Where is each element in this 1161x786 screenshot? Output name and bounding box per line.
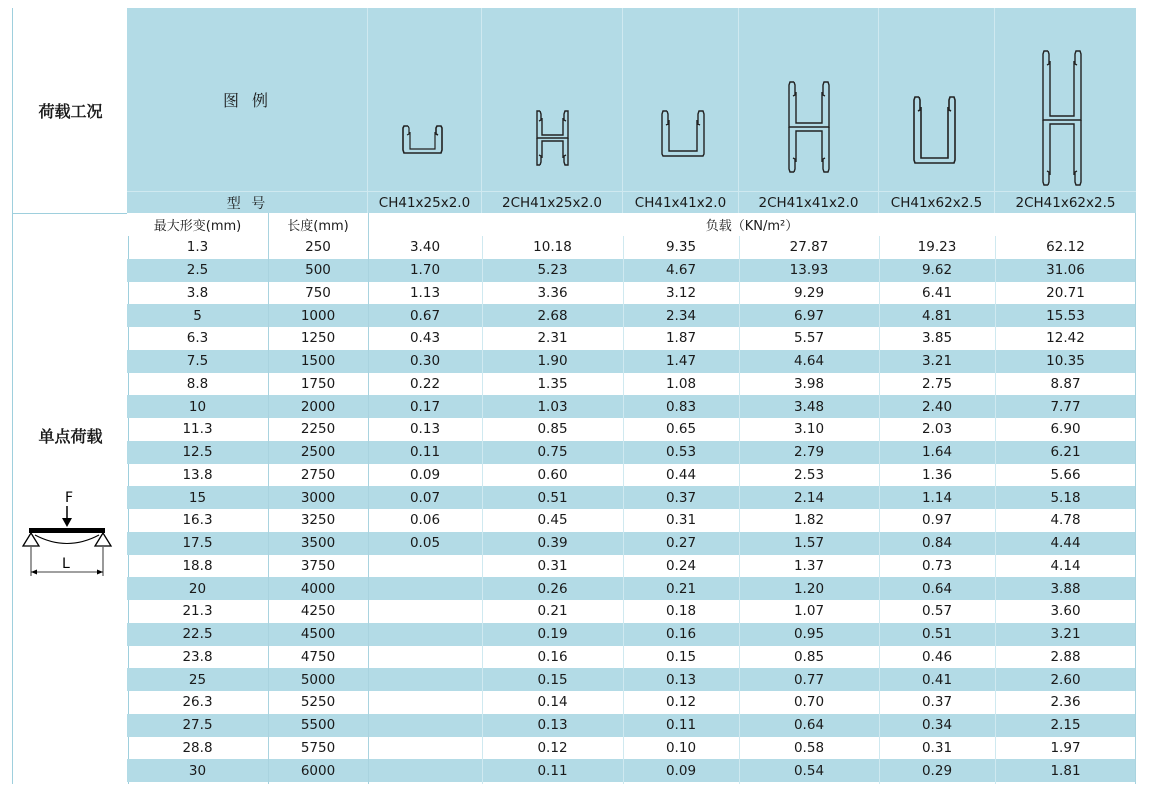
load-cell: 0.27 <box>665 535 697 552</box>
load-cell: 0.12 <box>537 739 568 756</box>
deflection-cell: 21.3 <box>182 603 213 620</box>
deflection-cell: 8.8 <box>186 375 209 392</box>
deflection-cell: 6.3 <box>186 330 209 347</box>
load-cell: 0.65 <box>665 421 697 438</box>
load-cell: 2.88 <box>1050 648 1081 665</box>
profile-cell-3 <box>623 8 739 213</box>
divider <box>623 236 624 784</box>
load-cell: 6.97 <box>793 307 825 324</box>
load-cell: 0.67 <box>409 307 441 324</box>
load-condition-column <box>12 8 129 784</box>
load-cell: 0.57 <box>921 603 953 620</box>
2ch41x25-profile-icon <box>482 8 623 191</box>
load-cell: 0.51 <box>921 626 953 643</box>
load-cell: 0.17 <box>409 398 441 415</box>
load-cell: 0.12 <box>665 694 697 711</box>
load-cell: 0.37 <box>921 694 953 711</box>
load-cell: 0.84 <box>921 535 953 552</box>
length-cell: 3250 <box>300 512 336 529</box>
2ch41x41-profile-icon <box>739 8 879 191</box>
single-point-load-label: 单点荷载 <box>38 427 103 446</box>
load-cell: 1.82 <box>793 512 825 529</box>
load-cell: 0.05 <box>409 535 441 552</box>
load-cell: 1.90 <box>537 353 568 370</box>
load-cell: 0.21 <box>665 580 697 597</box>
model-name-2: 2CH41x25x2.0 <box>482 191 622 214</box>
load-cell: 0.07 <box>409 489 441 506</box>
length-header: 长度(mm) <box>287 219 349 234</box>
load-cell: 0.30 <box>409 353 441 370</box>
profile-cell-6 <box>995 8 1136 213</box>
load-cell: 4.81 <box>921 307 953 324</box>
legend-label: 图 例 <box>222 91 273 110</box>
table-row <box>127 646 1136 669</box>
load-cell: 3.40 <box>409 239 441 256</box>
load-cell: 1.97 <box>1050 739 1081 756</box>
length-cell: 3500 <box>300 535 336 552</box>
legend-header-cell <box>127 8 368 213</box>
load-cell: 1.47 <box>665 353 697 370</box>
length-cell: 1250 <box>300 330 336 347</box>
load-cell <box>368 577 482 600</box>
ch41x62-profile-icon <box>879 8 995 191</box>
load-cell: 6.21 <box>1050 444 1081 461</box>
length-cell: 4500 <box>300 626 336 643</box>
model-name-5: CH41x62x2.5 <box>879 191 994 214</box>
length-cell: 1500 <box>300 353 336 370</box>
load-cell: 0.22 <box>409 375 441 392</box>
length-cell: 250 <box>305 239 331 256</box>
load-cell: 0.29 <box>921 762 953 779</box>
load-cell: 0.09 <box>409 466 441 483</box>
profile-cell-5 <box>879 8 995 213</box>
table-row <box>127 737 1136 760</box>
deflection-cell: 27.5 <box>182 717 213 734</box>
load-cell: 0.11 <box>409 444 441 461</box>
sub-header-row <box>127 213 1136 236</box>
load-cell: 0.15 <box>537 671 568 688</box>
load-cell: 4.67 <box>665 262 697 279</box>
deflection-cell: 3.8 <box>186 284 209 301</box>
2ch41x62-profile-icon <box>995 8 1136 191</box>
deflection-cell: 20 <box>188 580 207 597</box>
profile-cell-2 <box>482 8 623 213</box>
simply-supported-beam-diagram <box>19 486 119 586</box>
load-cell: 4.14 <box>1050 557 1081 574</box>
load-cell: 4.64 <box>793 353 825 370</box>
deflection-cell: 15 <box>188 489 207 506</box>
load-cell: 0.44 <box>665 466 697 483</box>
divider <box>879 236 880 784</box>
load-cell: 0.18 <box>665 603 697 620</box>
deflection-cell: 25 <box>188 671 207 688</box>
load-cell <box>368 555 482 578</box>
table-row <box>127 373 1136 396</box>
table-row <box>127 486 1136 509</box>
load-cell: 2.15 <box>1050 717 1081 734</box>
table-row <box>127 532 1136 555</box>
load-cell: 31.06 <box>1046 262 1085 279</box>
length-cell: 3750 <box>300 557 336 574</box>
load-cell: 3.10 <box>793 421 825 438</box>
load-cell: 0.70 <box>793 694 825 711</box>
table-row <box>127 259 1136 282</box>
load-cell: 9.29 <box>793 284 825 301</box>
length-cell: 1000 <box>300 307 336 324</box>
load-cell: 62.12 <box>1046 239 1085 256</box>
load-cell: 0.11 <box>537 762 568 779</box>
length-cell: 5250 <box>300 694 336 711</box>
load-condition-heading: 荷载工况 <box>13 8 128 214</box>
deflection-cell: 2.5 <box>186 262 209 279</box>
load-cell: 0.10 <box>665 739 697 756</box>
deflection-cell: 26.3 <box>182 694 213 711</box>
table-row <box>127 441 1136 464</box>
deflection-cell: 30 <box>188 762 207 779</box>
load-cell <box>368 623 482 646</box>
force-label: F <box>65 490 74 506</box>
length-cell: 2250 <box>300 421 336 438</box>
load-cell: 6.90 <box>1050 421 1081 438</box>
load-cell: 5.66 <box>1050 466 1081 483</box>
table-row <box>127 555 1136 578</box>
load-cell <box>368 714 482 737</box>
deflection-cell: 1.3 <box>186 239 209 256</box>
load-cell: 2.40 <box>921 398 953 415</box>
length-cell: 5500 <box>300 717 336 734</box>
length-label: L <box>62 556 70 572</box>
divider <box>482 236 483 784</box>
data-rows <box>127 236 1136 782</box>
load-cell: 0.64 <box>793 717 825 734</box>
length-cell: 3000 <box>300 489 336 506</box>
profile-cell-4 <box>739 8 879 213</box>
load-cell: 3.88 <box>1050 580 1081 597</box>
profile-cell-1 <box>368 8 482 213</box>
load-cell: 0.21 <box>537 603 568 620</box>
max-deflection-header: 最大形变(mm) <box>153 219 242 234</box>
deflection-cell: 10 <box>188 398 207 415</box>
deflection-cell: 13.8 <box>182 466 213 483</box>
load-cell: 1.03 <box>537 398 568 415</box>
load-cell: 2.31 <box>537 330 568 347</box>
load-cell: 0.54 <box>793 762 825 779</box>
load-cell: 0.31 <box>921 739 953 756</box>
load-cell: 10.18 <box>533 239 572 256</box>
load-cell: 2.53 <box>793 466 825 483</box>
length-cell: 1750 <box>300 375 336 392</box>
length-cell: 5000 <box>300 671 336 688</box>
table-row <box>127 350 1136 373</box>
table-row <box>127 464 1136 487</box>
load-cell: 3.60 <box>1050 603 1081 620</box>
load-cell: 0.16 <box>665 626 697 643</box>
load-cell: 0.64 <box>921 580 953 597</box>
deflection-cell: 22.5 <box>182 626 213 643</box>
load-cell: 2.68 <box>537 307 568 324</box>
load-cell: 0.41 <box>921 671 953 688</box>
load-cell: 0.13 <box>537 717 568 734</box>
table-row <box>127 623 1136 646</box>
model-name-6: 2CH41x62x2.5 <box>995 191 1136 214</box>
model-name-3: CH41x41x2.0 <box>623 191 738 214</box>
load-cell: 2.60 <box>1050 671 1081 688</box>
load-cell: 1.81 <box>1050 762 1081 779</box>
deflection-cell: 16.3 <box>182 512 213 529</box>
divider <box>995 236 996 784</box>
load-cell: 0.73 <box>921 557 953 574</box>
deflection-cell: 18.8 <box>182 557 213 574</box>
load-cell: 20.71 <box>1046 284 1085 301</box>
load-cell: 4.78 <box>1050 512 1081 529</box>
load-cell: 3.36 <box>537 284 568 301</box>
table-row <box>127 327 1136 350</box>
load-cell: 9.35 <box>665 239 697 256</box>
load-cell: 4.44 <box>1050 535 1081 552</box>
load-cell: 0.75 <box>537 444 568 461</box>
load-cell: 1.08 <box>665 375 697 392</box>
load-cell: 1.64 <box>921 444 953 461</box>
load-cell: 3.12 <box>665 284 697 301</box>
load-cell <box>368 668 482 691</box>
load-cell: 5.18 <box>1050 489 1081 506</box>
load-cell: 0.85 <box>793 648 825 665</box>
load-cell: 1.07 <box>793 603 825 620</box>
load-cell: 3.85 <box>921 330 953 347</box>
load-cell: 1.36 <box>921 466 953 483</box>
load-cell: 0.31 <box>665 512 697 529</box>
table-row <box>127 600 1136 623</box>
load-cell: 3.21 <box>1050 626 1081 643</box>
table-row <box>127 691 1136 714</box>
load-cell: 2.34 <box>665 307 697 324</box>
load-cell: 0.16 <box>537 648 568 665</box>
load-cell: 0.13 <box>409 421 441 438</box>
load-table-page <box>12 8 1136 784</box>
model-label: 型 号 <box>127 191 368 214</box>
data-grid <box>127 8 1136 784</box>
load-cell: 1.35 <box>537 375 568 392</box>
load-cell: 1.57 <box>793 535 825 552</box>
load-cell: 0.09 <box>665 762 697 779</box>
load-cell: 1.14 <box>921 489 953 506</box>
length-cell: 4000 <box>300 580 336 597</box>
load-cell: 12.42 <box>1046 330 1085 347</box>
length-cell: 750 <box>305 284 331 301</box>
load-cell: 0.34 <box>921 717 953 734</box>
load-cell <box>368 737 482 760</box>
table-row <box>127 759 1136 782</box>
load-cell: 19.23 <box>917 239 957 256</box>
length-cell: 2000 <box>300 398 336 415</box>
load-cell: 9.62 <box>921 262 953 279</box>
load-cell: 0.39 <box>537 535 568 552</box>
load-cell: 0.06 <box>409 512 441 529</box>
load-cell <box>368 646 482 669</box>
deflection-cell: 23.8 <box>182 648 213 665</box>
length-cell: 500 <box>305 262 331 279</box>
load-cell: 5.57 <box>793 330 825 347</box>
load-cell: 6.41 <box>921 284 953 301</box>
ch41x25-profile-icon <box>368 8 482 191</box>
length-cell: 4250 <box>300 603 336 620</box>
load-cell <box>368 600 482 623</box>
table-row <box>127 282 1136 305</box>
load-cell: 7.77 <box>1050 398 1081 415</box>
table-row <box>127 577 1136 600</box>
load-cell: 1.87 <box>665 330 697 347</box>
load-cell: 2.75 <box>921 375 953 392</box>
load-cell: 2.79 <box>793 444 825 461</box>
divider <box>1135 213 1136 784</box>
load-cell: 0.97 <box>921 512 953 529</box>
load-cell: 1.37 <box>793 557 825 574</box>
load-cell: 0.19 <box>537 626 568 643</box>
deflection-cell: 12.5 <box>182 444 213 461</box>
load-cell: 1.20 <box>793 580 825 597</box>
load-cell: 0.14 <box>537 694 568 711</box>
load-cell: 3.98 <box>793 375 825 392</box>
deflection-cell: 11.3 <box>182 421 213 438</box>
load-cell: 3.21 <box>921 353 953 370</box>
load-cell: 0.83 <box>665 398 697 415</box>
load-cell: 0.51 <box>537 489 568 506</box>
table-row <box>127 236 1136 259</box>
load-cell: 0.46 <box>921 648 953 665</box>
load-cell: 0.13 <box>665 671 697 688</box>
load-cell: 0.43 <box>409 330 441 347</box>
model-name-1: CH41x25x2.0 <box>368 191 481 214</box>
load-cell: 0.60 <box>537 466 568 483</box>
table-row <box>127 668 1136 691</box>
load-cell: 0.85 <box>537 421 568 438</box>
ch41x41-profile-icon <box>623 8 739 191</box>
load-cell: 0.15 <box>665 648 697 665</box>
load-header: 负载（KN/m²） <box>705 219 799 234</box>
load-cell: 0.45 <box>537 512 568 529</box>
divider <box>368 213 369 784</box>
load-cell: 0.53 <box>665 444 697 461</box>
load-cell: 15.53 <box>1046 307 1085 324</box>
load-cell: 0.26 <box>537 580 568 597</box>
model-name-4: 2CH41x41x2.0 <box>739 191 878 214</box>
length-cell: 6000 <box>300 762 336 779</box>
load-cell: 1.13 <box>409 284 441 301</box>
table-row <box>127 304 1136 327</box>
load-cell: 0.58 <box>793 739 825 756</box>
load-cell: 0.77 <box>793 671 825 688</box>
load-cell: 2.14 <box>793 489 825 506</box>
divider <box>268 213 269 784</box>
deflection-cell: 5 <box>193 307 202 324</box>
deflection-cell: 28.8 <box>182 739 213 756</box>
length-cell: 2500 <box>300 444 336 461</box>
length-cell: 4750 <box>300 648 336 665</box>
table-row <box>127 395 1136 418</box>
deflection-cell: 17.5 <box>182 535 213 552</box>
load-cell: 0.37 <box>665 489 697 506</box>
load-cell <box>368 759 482 782</box>
load-cell: 0.95 <box>793 626 825 643</box>
load-cell: 13.93 <box>789 262 829 279</box>
load-cell: 2.36 <box>1050 694 1081 711</box>
length-cell: 2750 <box>300 466 336 483</box>
load-cell: 3.48 <box>793 398 825 415</box>
load-condition-body <box>13 214 128 784</box>
load-cell: 5.23 <box>537 262 568 279</box>
load-cell: 27.87 <box>789 239 829 256</box>
load-cell: 1.70 <box>409 262 441 279</box>
divider <box>739 236 740 784</box>
length-cell: 5750 <box>300 739 336 756</box>
load-cell: 0.31 <box>537 557 568 574</box>
table-row <box>127 418 1136 441</box>
load-cell <box>368 691 482 714</box>
load-cell: 10.35 <box>1046 353 1085 370</box>
load-cell: 0.11 <box>665 717 697 734</box>
load-cell: 2.03 <box>921 421 953 438</box>
deflection-cell: 7.5 <box>186 353 209 370</box>
table-row <box>127 714 1136 737</box>
header-area <box>127 8 1136 213</box>
load-cell: 0.24 <box>665 557 697 574</box>
load-cell: 8.87 <box>1050 375 1081 392</box>
table-row <box>127 509 1136 532</box>
